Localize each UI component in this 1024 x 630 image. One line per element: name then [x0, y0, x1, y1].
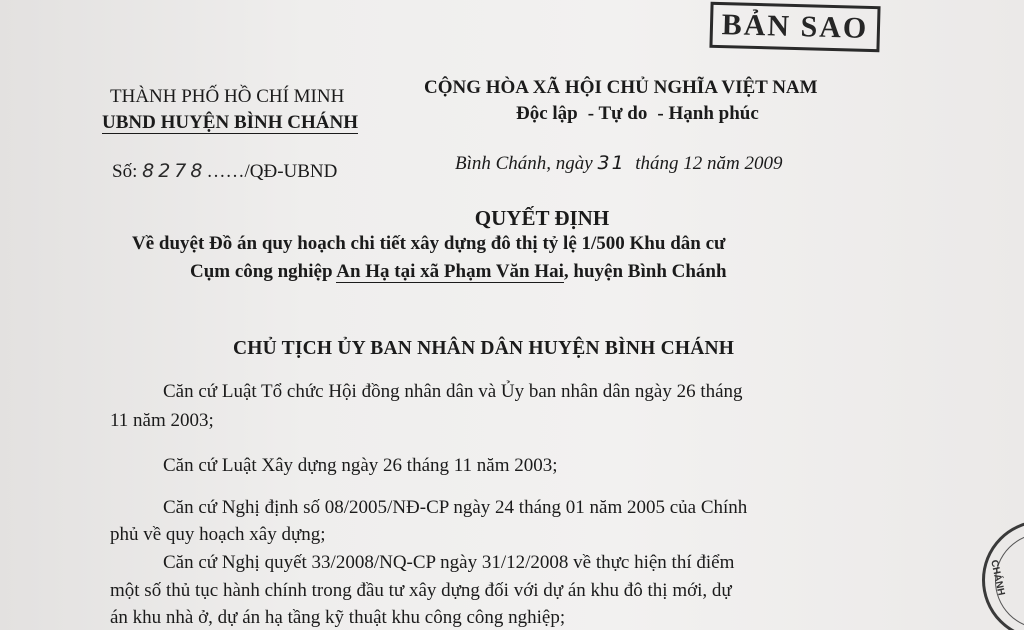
header-motto [516, 103, 759, 125]
motto-independence: Độc lập [516, 103, 578, 124]
document-title: QUYẾT ĐỊNH [474, 206, 610, 230]
paragraph-4-line-3: án khu nhà ở, dự án hạ tầng kỹ thuật khu công công nghiệp; [110, 607, 566, 628]
paragraph-2-line-1: Căn cứ Luật Xây dựng ngày 26 tháng 11 năm 2003; [163, 455, 558, 476]
document-number-prefix: Số: [112, 161, 138, 182]
document-number-suffix: ……/QĐ-UBND [206, 161, 338, 182]
header-city: THÀNH PHỐ HỒ CHÍ MINH [110, 86, 345, 107]
paragraph-1-line-1: Căn cứ Luật Tổ chức Hội đồng nhân dân và Ủy ban nhân dân ngày 26 tháng [163, 381, 743, 402]
subtitle-part-b: An Hạ tại xã Phạm Văn Hai [336, 261, 564, 282]
motto-freedom: - Tự do [587, 103, 648, 124]
copy-stamp: BẢN SAO [709, 2, 880, 52]
issue-date-month-year: tháng 12 năm 2009 [635, 153, 783, 174]
header-agency-text: UBND HUYỆN BÌNH CHÁNH [102, 112, 358, 133]
issuing-authority: CHỦ TỊCH ỦY BAN NHÂN DÂN HUYỆN BÌNH CHÁNH [233, 338, 735, 359]
document-number [112, 160, 337, 183]
paragraph-4-line-2: một số thủ tục hành chính trong đầu tư xây dựng đối với dự án khu đô thị mới, dự [110, 580, 732, 601]
issue-date [455, 152, 782, 175]
paragraph-1-line-2: 11 năm 2003; [110, 410, 214, 431]
issue-date-place: Bình Chánh, ngày [455, 153, 593, 174]
paragraph-4-line-1: Căn cứ Nghị quyết 33/2008/NQ-CP ngày 31/12/2008 về thực hiện thí điểm [163, 552, 735, 573]
official-seal-text: CHÁNH [988, 559, 1007, 597]
subtitle-part-a: Cụm công nghiệp [190, 261, 337, 282]
issue-date-day: 31 [597, 152, 626, 174]
paragraph-3-line-1: Căn cứ Nghị định số 08/2005/NĐ-CP ngày 24 tháng 01 năm 2005 của Chính [163, 497, 748, 518]
document-subtitle-line1: Về duyệt Đồ án quy hoạch chi tiết xây dựng đô thị tỷ lệ 1/500 Khu dân cư [132, 233, 726, 254]
paragraph-3-line-2: phủ về quy hoạch xây dựng; [110, 524, 326, 545]
subtitle-part-c: , huyện Bình Chánh [563, 261, 727, 282]
document-number-value: 8278 [142, 160, 207, 182]
official-seal [982, 520, 1024, 630]
header-nation: CỘNG HÒA XÃ HỘI CHỦ NGHĨA VIỆT NAM [424, 77, 818, 98]
motto-happiness: - Hạnh phúc [657, 103, 759, 124]
document-subtitle-line2 [190, 261, 727, 283]
header-agency [102, 112, 358, 134]
